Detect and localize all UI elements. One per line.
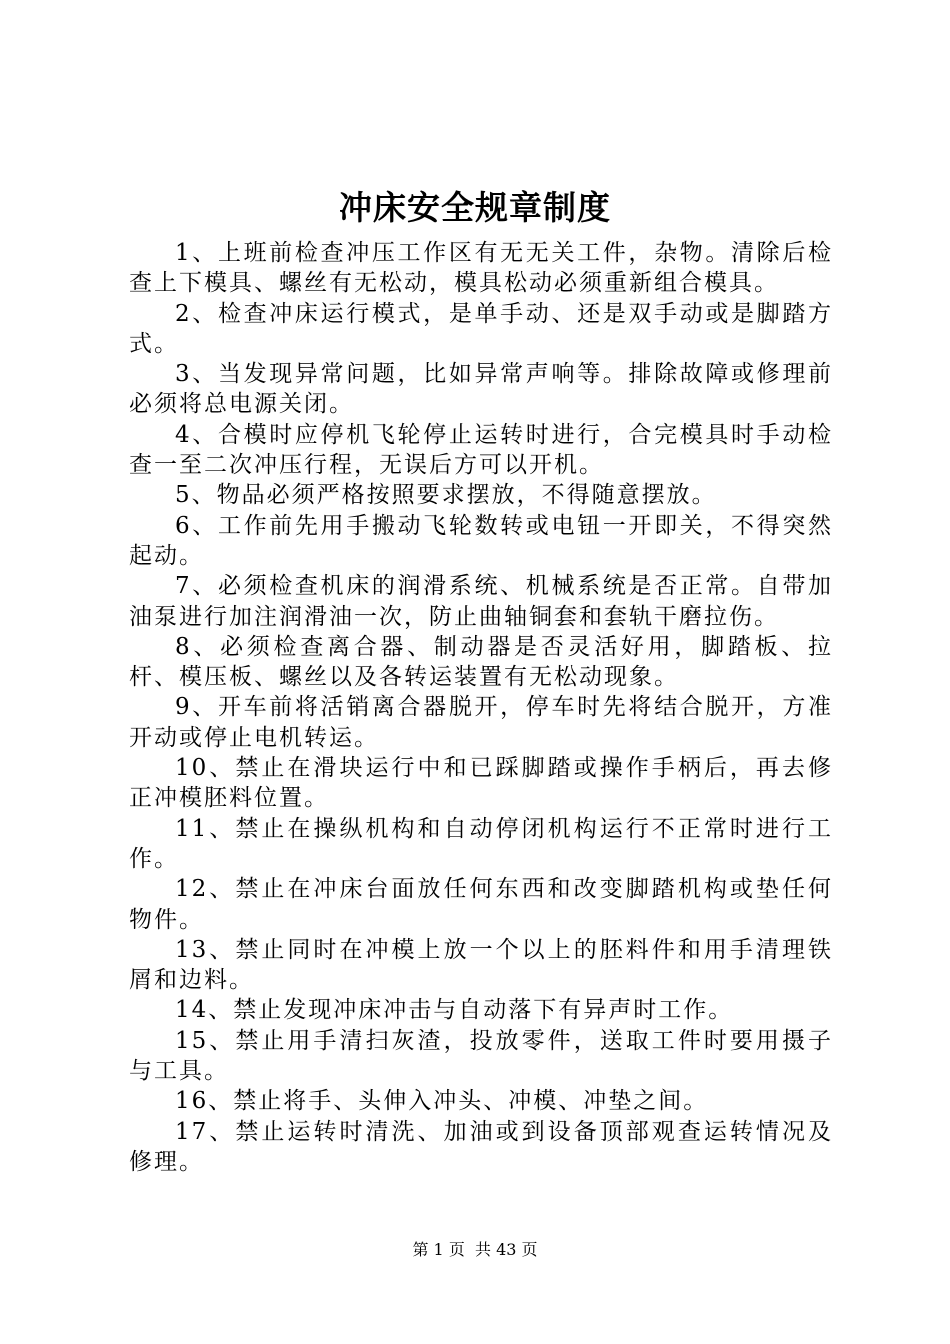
rule-paragraph-15: 15、禁止用手清扫灰渣，投放零件，送取工件时要用摄子与工具。	[129, 1027, 833, 1085]
rule-paragraph-12: 12、禁止在冲床台面放任何东西和改变脚踏机构或垫任何物件。	[129, 876, 833, 933]
rule-paragraph-5: 5、物品必须严格按照要求摆放，不得随意摆放。	[175, 482, 717, 509]
document-body	[129, 238, 833, 1177]
rule-paragraph-14: 14、禁止发现冲床冲击与自动落下有异声时工作。	[175, 997, 734, 1024]
page-number-footer: 第 1 页 共 43 页	[412, 1240, 538, 1259]
rule-paragraph-6: 6、工作前先用手搬动飞轮数转或电钮一开即关，不得突然起动。	[129, 512, 833, 569]
rule-paragraph-11: 11、禁止在操纵机构和自动停闭机构运行不正常时进行工作。	[129, 815, 833, 872]
rule-paragraph-13: 13、禁止同时在冲模上放一个以上的胚料件和用手清理铁屑和边料。	[129, 936, 833, 994]
rule-paragraph-8: 8、必须检查离合器、制动器是否灵活好用，脚踏板、拉杆、模压板、螺丝以及各转运装置有无松动现象。	[129, 633, 833, 691]
rule-paragraph-17: 17、禁止运转时清洗、加油或到设备顶部观查运转情况及修理。	[129, 1118, 833, 1175]
rule-paragraph-7: 7、必须检查机床的润滑系统、机械系统是否正常。自带加油泵进行加注润滑油一次，防止曲轴铜套和套轨干磨拉伤。	[129, 573, 833, 630]
rule-paragraph-16: 16、禁止将手、头伸入冲头、冲模、冲垫之间。	[175, 1088, 709, 1115]
rule-paragraph-1: 1、上班前检查冲压工作区有无无关工件，杂物。清除后检查上下模具、螺丝有无松动，模具松动必须重新组合模具。	[129, 240, 833, 297]
rule-paragraph-3: 3、当发现异常问题，比如异常声响等。排除故障或修理前必须将总电源关闭。	[129, 361, 833, 418]
rule-paragraph-4: 4、合模时应停机飞轮停止运转时进行，合完模具时手动检查一至二次冲压行程，无误后方可以开机。	[129, 421, 833, 479]
document-title: 冲床安全规章制度	[339, 188, 611, 227]
rule-paragraph-9: 9、开车前将活销离合器脱开，停车时先将结合脱开，方准开动或停止电机转运。	[129, 694, 833, 751]
rule-paragraph-2: 2、检查冲床运行模式，是单手动、还是双手动或是脚踏方式。	[129, 300, 833, 357]
rule-paragraph-10: 10、禁止在滑块运行中和已踩脚踏或操作手柄后，再去修正冲模胚料位置。	[129, 755, 833, 812]
